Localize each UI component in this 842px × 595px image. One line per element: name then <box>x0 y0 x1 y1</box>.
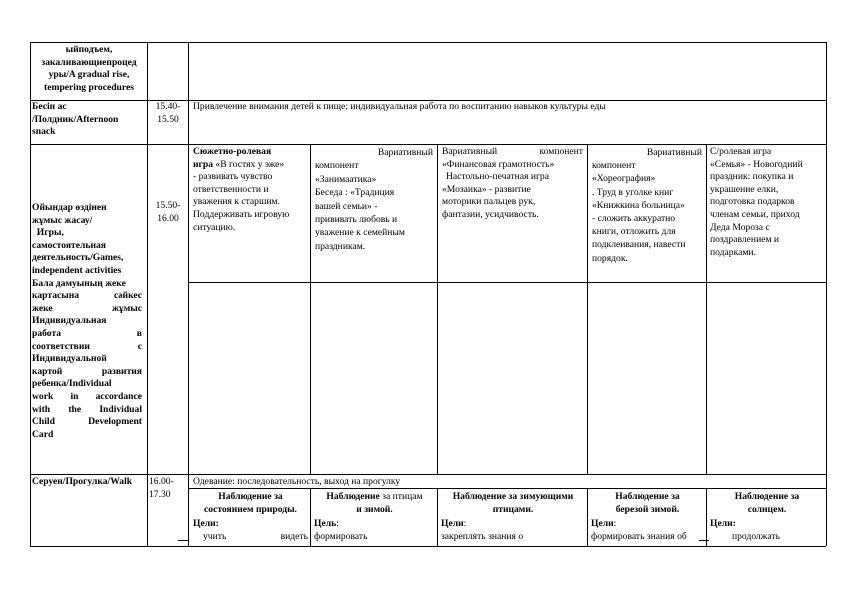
column-divider-walk-day1 <box>310 488 311 546</box>
walk-day2-goal: Цель <box>314 517 337 529</box>
walk-day4-title: Наблюдение за <box>615 491 680 502</box>
games-day4 <box>592 146 702 265</box>
games-label-line: соответствии с <box>32 340 142 352</box>
games-day3-line: моторики пальцев рук, <box>442 196 536 208</box>
hardening-label <box>32 44 146 94</box>
games-day2-line: Беседа : «Традиция <box>315 187 395 199</box>
walk-day1-goal: Цели: <box>193 517 219 529</box>
games-day3-line: компонент <box>539 146 583 157</box>
walk-day1-text: видеть <box>280 531 308 543</box>
games-day1-title-bold: Сюжетно-ролевая <box>193 146 272 157</box>
games-label-line: деятельность/Games, <box>32 252 124 264</box>
snack-time-line: 15.40- <box>155 101 181 112</box>
games-day5-line: членам семьи, приход <box>710 208 800 220</box>
table-border-right <box>826 42 827 546</box>
games-day5-line: праздник: покупка и <box>710 171 794 183</box>
games-time <box>149 200 187 225</box>
games-day5 <box>710 146 824 259</box>
snack-label-line: snack <box>32 126 56 138</box>
games-label-line: Card <box>32 428 54 440</box>
walk-day2-title-rest: за птицам <box>379 491 423 502</box>
games-day5-line: украшение елки, <box>710 183 779 195</box>
games-label-line: Игры, <box>32 227 64 239</box>
games-day4-line: «Хореография» <box>592 173 656 185</box>
walk-day1-title: состоянием природы. <box>204 504 297 516</box>
walk-day2-title: Наблюдение <box>326 491 380 502</box>
games-label-line: Ойындар өздінен <box>32 202 107 213</box>
walk-day2-title: и зимой. <box>356 504 393 516</box>
games-label-line: Бала дамуының жеке <box>32 277 126 289</box>
walk-day3-goal: Цели <box>441 517 464 529</box>
table-border-left <box>30 42 31 546</box>
games-label-line: ребенка/Individual <box>32 378 112 390</box>
games-day2-line: уважение к семейным <box>315 227 405 239</box>
games-label-line: Child Development <box>32 416 142 428</box>
games-day2-line: «Занимаатика» <box>315 173 377 185</box>
games-day3-line: фантазии, усидчивость. <box>442 208 539 220</box>
games-day4-line: компонент <box>592 160 636 172</box>
walk-day5-title: Наблюдение за <box>734 491 800 502</box>
games-label-line: with the Individual <box>32 403 142 415</box>
walk-day3-title: Наблюдение за зимующими <box>452 491 574 502</box>
snack-time <box>149 101 187 126</box>
games-day2 <box>315 146 433 253</box>
games-day4-line: порядок. <box>592 252 628 264</box>
column-divider-label <box>147 42 148 546</box>
column-divider-walk-day4 <box>706 488 707 546</box>
games-day3-line: Настольно-печатная игра <box>446 171 549 183</box>
column-divider-day1 <box>310 144 311 474</box>
snack-time-line: 15.50 <box>157 113 179 125</box>
games-label-line: independent activities <box>32 264 122 276</box>
walk-day4-goal: Цели <box>591 517 614 529</box>
table-border-top <box>30 42 826 43</box>
hardening-label-line: tempering procedures <box>44 81 134 93</box>
walk-day4-text: формировать знания об <box>591 531 687 543</box>
games-day4-line: Вариативный <box>646 147 702 158</box>
walk-day3 <box>441 490 585 544</box>
games-day3-line: Вариативный <box>442 146 498 157</box>
games-day2-line: прививать любовь и <box>315 214 398 226</box>
column-divider-day2 <box>437 144 438 474</box>
games-day5-line: подарками. <box>710 246 756 258</box>
games-day2-line: вашей семьи» - <box>315 200 378 212</box>
games-day2-line: компонент <box>315 160 359 172</box>
games-day1-line: - развивать чувство <box>193 171 273 183</box>
games-day2-line: праздникам. <box>315 240 366 252</box>
games-label-line: жұмыс жасау/ <box>32 214 93 226</box>
games-day4-line: - сложить аккуратно <box>592 213 676 225</box>
column-divider-walk-day3 <box>587 488 588 546</box>
walk-time-line: 16.00- <box>149 476 174 487</box>
games-label <box>32 202 142 441</box>
games-day5-line: подготовка подарков <box>710 196 795 208</box>
snack-label <box>32 101 146 139</box>
walk-day1-title: Наблюдение за <box>218 491 283 502</box>
games-day1-title-bold: игра <box>193 158 214 170</box>
games-day5-line: Деда Мороза с <box>710 221 770 233</box>
dash-mark <box>178 540 188 541</box>
table-border-bottom <box>30 546 826 547</box>
dash-mark <box>699 540 709 541</box>
games-day3-line: «Мозаика» - развитие <box>442 183 531 195</box>
games-label-line: картой развития <box>32 365 142 377</box>
games-day5-line: «Семья» - Новогодний <box>710 158 803 170</box>
column-divider-day3 <box>587 144 588 474</box>
snack-label-line: Бесін ас <box>32 101 67 112</box>
games-day1-line: уважения к старшим. <box>193 196 280 208</box>
games-day3-line: «Финансовая грамотность» <box>442 158 555 170</box>
games-time-line: 15.50- <box>155 200 181 211</box>
row-divider-games-inner <box>188 282 826 283</box>
games-day1-line: Поддерживать игровую <box>193 208 290 220</box>
walk-time-line: 17.30 <box>149 488 171 500</box>
hardening-label-line: ыйподъем, <box>65 44 113 55</box>
column-divider-time <box>188 42 189 546</box>
row-divider-games <box>30 474 826 475</box>
walk-day4-title: березой зимой. <box>615 504 680 516</box>
games-label-line: работа в <box>32 327 142 339</box>
walk-day1 <box>193 490 308 544</box>
games-day4-line: «Книжкина больница» <box>592 199 685 211</box>
walk-label: Серуен/Прогулка/Walk <box>32 476 133 487</box>
games-day1-title-rest: «В гостях у эже» <box>213 158 285 170</box>
games-label-line: Индивидуальной <box>32 353 107 365</box>
walk-day3-text: закреплять знания о <box>441 531 524 543</box>
games-label-line: work in accordance <box>32 390 142 402</box>
games-label-line: картасына сәйкес <box>32 290 142 302</box>
games-day4-line: . Труд в уголке книг <box>592 186 674 198</box>
walk-day1-text: учить <box>203 531 227 543</box>
games-label-line: самостоятельная <box>32 239 106 251</box>
walk-day2-text: формировать <box>314 531 368 543</box>
hardening-label-line: закаливающиепроцед <box>41 56 137 68</box>
games-day1-line: ситуацию. <box>193 221 236 233</box>
walk-day2 <box>314 490 435 544</box>
games-day3 <box>442 146 583 222</box>
games-day1-line: ответственности и <box>193 183 269 195</box>
snack-label-line: /Полдник/Afternoon <box>32 113 119 125</box>
games-label-line: Индивидуальная <box>32 315 107 327</box>
games-day4-line: книги, отложить для <box>592 226 676 238</box>
walk-day3-title: птицами. <box>492 504 534 516</box>
walk-day2-goal-colon: : <box>336 517 339 529</box>
walk-day5-goal: Цели: <box>710 517 736 529</box>
walk-dressing: Одевание: последовательность, выход на прогулку <box>193 476 401 487</box>
walk-day5-title: солнцем. <box>747 504 787 516</box>
games-time-line: 16.00 <box>157 212 179 224</box>
walk-day4 <box>591 490 704 544</box>
column-divider-day4 <box>706 144 707 474</box>
walk-day5-text: продолжать <box>732 531 780 543</box>
snack-content: Привлечение внимания детей к пище; индивидуальная работа по воспитанию навыков культуры еды <box>193 101 606 112</box>
games-day5-line: поздравлением и <box>710 234 780 246</box>
walk-time <box>149 476 187 501</box>
walk-day3-goal-colon: : <box>463 517 467 529</box>
games-day5-line: С/ролевая игра <box>710 146 772 157</box>
hardening-label-line: уры/A gradual rise, <box>48 69 130 81</box>
column-divider-walk-day2 <box>437 488 438 546</box>
games-day2-line: Вариативный <box>377 147 433 158</box>
games-day4-line: подклеивания, навести <box>592 239 686 251</box>
walk-day5 <box>710 490 824 544</box>
games-label-line: жеке жұмыс <box>32 302 142 314</box>
walk-day4-goal-colon: : <box>613 517 617 529</box>
games-day1 <box>193 146 308 234</box>
